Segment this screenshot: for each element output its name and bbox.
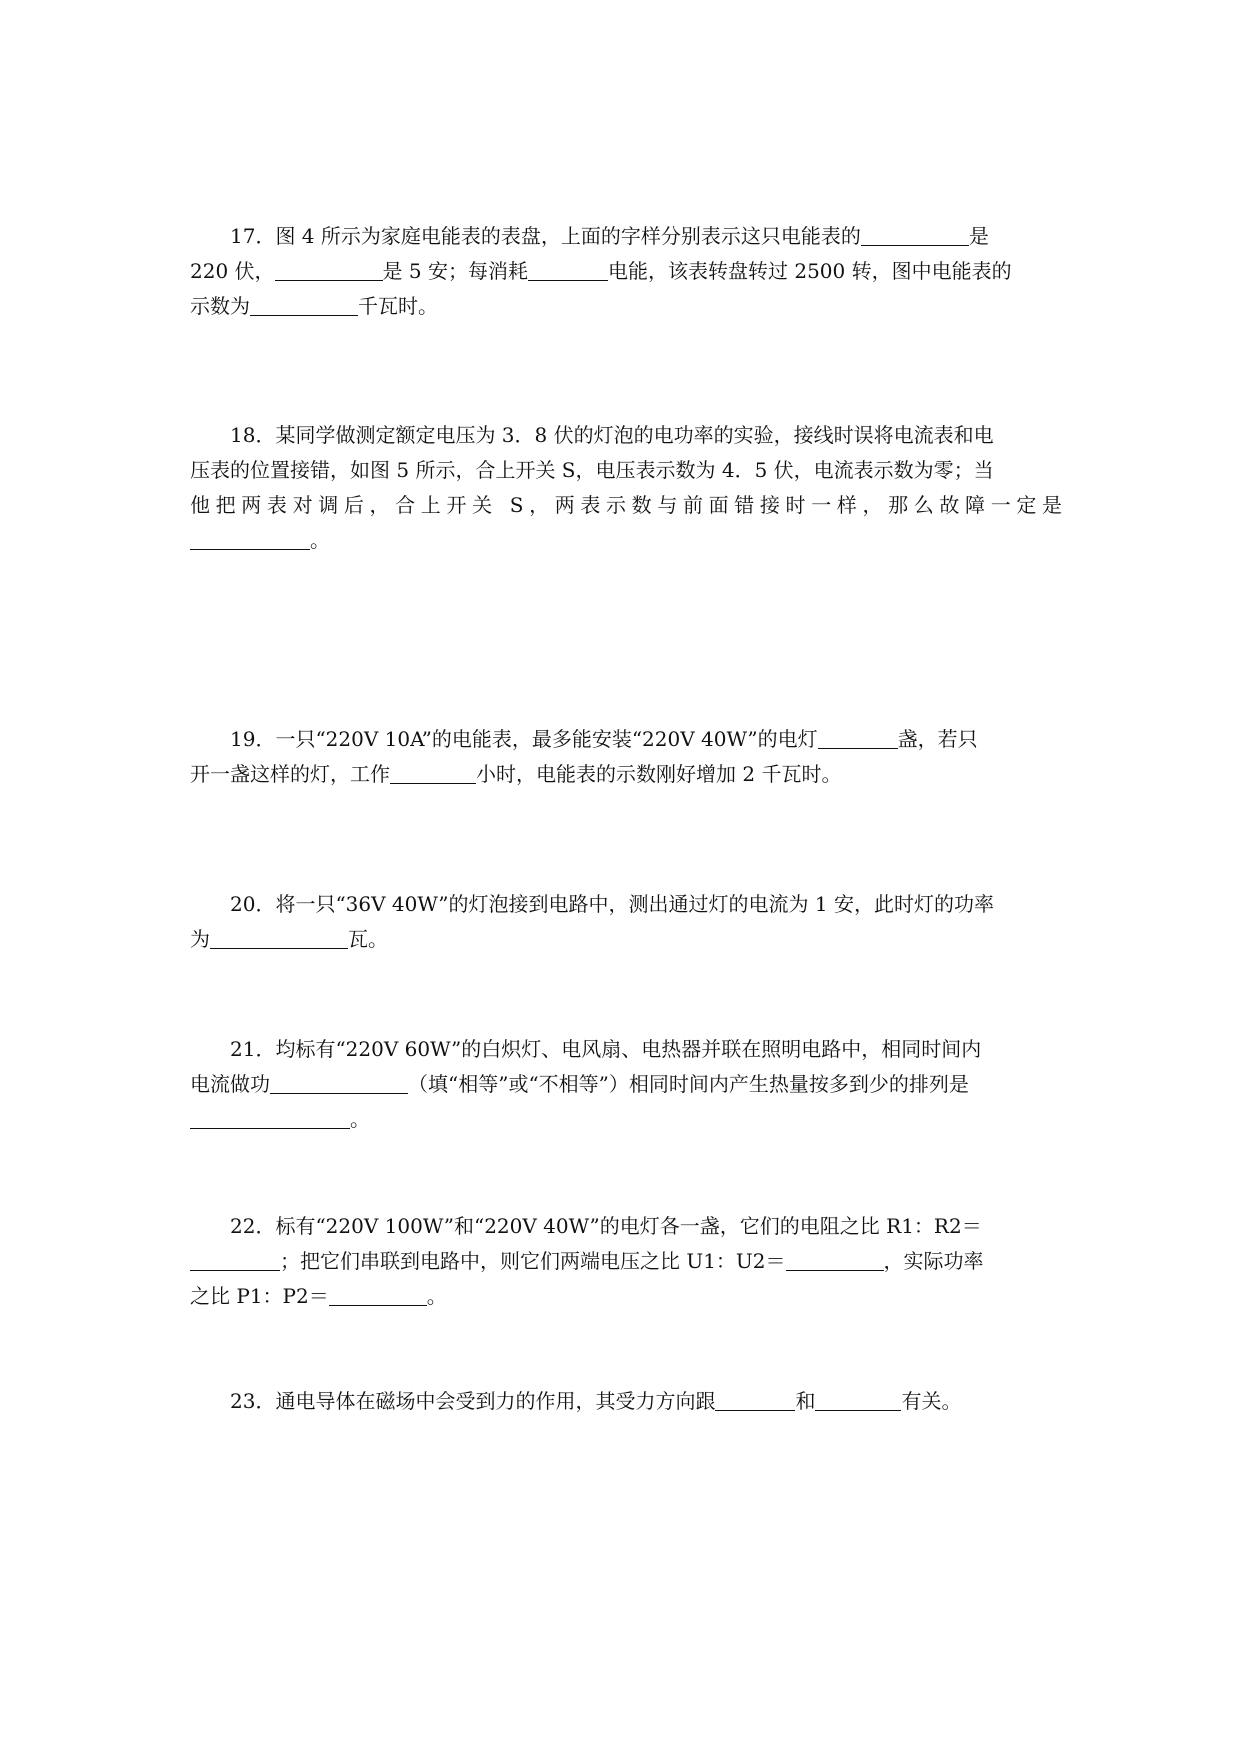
- answer-blank[interactable]: [275, 258, 383, 281]
- question-text: 220 伏，: [190, 259, 275, 283]
- question-line: [190, 254, 1062, 289]
- question-text: 瓦。: [348, 927, 388, 951]
- question-text: 17．图 4 所示为家庭电能表的表盘，上面的字样分别表示这只电能表的: [230, 224, 861, 248]
- question-text: 22．标有“220V 100W”和“220V 40W”的电灯各一盏，它们的电阻之比 R1：R2＝: [230, 1214, 982, 1238]
- question-text: 19．一只“220V 10A”的电能表，最多能安装“220V 40W”的电灯: [230, 727, 818, 751]
- question-19: [190, 722, 1062, 792]
- answer-blank[interactable]: [786, 1248, 884, 1271]
- question-text: 23．通电导体在磁场中会受到力的作用，其受力方向跟: [230, 1389, 716, 1413]
- question-line: [190, 1384, 1062, 1419]
- question-20: [190, 887, 1062, 957]
- question-line: [190, 1209, 1062, 1244]
- question-text: 。: [350, 1107, 370, 1131]
- question-line: [190, 757, 1062, 792]
- question-text: ；把它们串联到电路中，则它们两端电压之比 U1：U2＝: [280, 1249, 786, 1273]
- question-21: [190, 1032, 1062, 1137]
- question-line: [190, 453, 1062, 488]
- question-line: [190, 887, 1062, 922]
- question-text: 千瓦时。: [358, 294, 438, 318]
- answer-blank[interactable]: [329, 1283, 427, 1306]
- question-text: 20．将一只“36V 40W”的灯泡接到电路中，测出通过灯的电流为 1 安，此时灯的功率: [230, 892, 994, 916]
- question-line: [190, 922, 1062, 957]
- question-text: 是: [968, 224, 989, 248]
- answer-blank[interactable]: [270, 1071, 408, 1094]
- question-text: 。: [310, 528, 330, 552]
- question-text: 小时，电能表的示数刚好增加 2 千瓦时。: [476, 762, 842, 786]
- answer-blank[interactable]: [190, 527, 310, 550]
- answer-blank[interactable]: [190, 1248, 280, 1271]
- question-text: 为: [190, 927, 210, 951]
- question-text: 电流做功: [190, 1072, 270, 1096]
- question-text: 电能，该表转盘转过 2500 转，图中电能表的: [607, 259, 1012, 283]
- question-text: 。: [426, 1284, 447, 1308]
- question-17: [190, 219, 1062, 324]
- question-text: （填“相等”或“不相等”）相同时间内产生热量按多到少的排列是: [408, 1072, 969, 1096]
- question-text: 示数为: [190, 294, 250, 318]
- question-22: [190, 1209, 1062, 1314]
- question-text: 压表的位置接错，如图 5 所示，合上开关 S，电压表示数为 4．5 伏，电流表示数为零；当: [190, 458, 994, 482]
- answer-blank[interactable]: [815, 1388, 901, 1411]
- answer-blank[interactable]: [190, 1106, 350, 1129]
- question-line: [190, 1244, 1062, 1279]
- question-text: 他把两表对调后，合上开关 S，两表示数与前面错接时一样，那么故障一定是: [190, 493, 1062, 517]
- question-line: [190, 219, 1062, 254]
- question-line: [190, 1279, 1062, 1314]
- question-line: [190, 289, 1062, 324]
- answer-blank[interactable]: [390, 761, 476, 784]
- question-line: [190, 1102, 1062, 1137]
- question-text: 21．均标有“220V 60W”的白炽灯、电风扇、电热器并联在照明电路中，相同时间内: [230, 1037, 982, 1061]
- answer-blank[interactable]: [528, 258, 608, 281]
- question-text: 是 5 安；每消耗: [382, 259, 528, 283]
- question-23: [190, 1384, 1062, 1419]
- question-line: [190, 1067, 1062, 1102]
- answer-blank[interactable]: [861, 223, 969, 246]
- question-line: [190, 523, 1062, 558]
- question-line: [190, 1032, 1062, 1067]
- question-text: 开一盏这样的灯，工作: [190, 762, 390, 786]
- question-text: ，实际功率: [883, 1249, 984, 1273]
- answer-blank[interactable]: [210, 926, 348, 949]
- question-line: [190, 418, 1062, 453]
- answer-blank[interactable]: [818, 726, 898, 749]
- question-text: 之比 P1：P2＝: [190, 1284, 329, 1308]
- answer-blank[interactable]: [715, 1388, 795, 1411]
- question-text: 和: [795, 1389, 816, 1413]
- question-18: [190, 418, 1062, 558]
- question-text: 有关。: [901, 1389, 962, 1413]
- question-text: 18．某同学做测定额定电压为 3．8 伏的灯泡的电功率的实验，接线时误将电流表和电: [230, 423, 994, 447]
- question-line: [190, 488, 1062, 523]
- question-text: 盏，若只: [897, 727, 978, 751]
- answer-blank[interactable]: [250, 293, 358, 316]
- question-line: [190, 722, 1062, 757]
